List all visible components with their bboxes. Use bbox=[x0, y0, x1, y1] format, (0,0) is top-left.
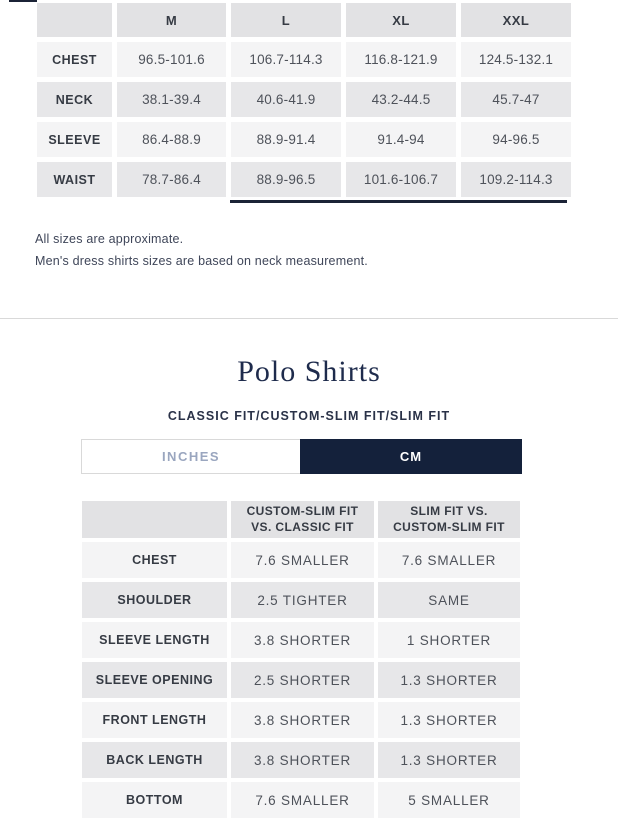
section-divider bbox=[0, 318, 618, 319]
column-header-slim-vs-custom-slim bbox=[378, 501, 520, 538]
row-label-front-length: FRONT LENGTH bbox=[82, 702, 227, 738]
row-label-bottom: BOTTOM bbox=[82, 782, 227, 818]
table-cell: 86.4-88.9 bbox=[117, 122, 226, 157]
row-label-sleeve-opening: SLEEVE OPENING bbox=[82, 662, 227, 698]
table-cell: 7.6 SMALLER bbox=[231, 542, 374, 578]
cropped-tab-underline bbox=[9, 0, 37, 2]
column-header-xxl: XXL bbox=[461, 3, 571, 37]
table-cell: 91.4-94 bbox=[346, 122, 456, 157]
table-cell: 40.6-41.9 bbox=[231, 82, 341, 117]
table-cell: 124.5-132.1 bbox=[461, 42, 571, 77]
column-header-xl: XL bbox=[346, 3, 456, 37]
table-cell: 38.1-39.4 bbox=[117, 82, 226, 117]
table-corner-cell bbox=[82, 501, 227, 538]
table-cell: 45.7-47 bbox=[461, 82, 571, 117]
table-cell: 96.5-101.6 bbox=[117, 42, 226, 77]
table-cell: 88.9-91.4 bbox=[231, 122, 341, 157]
table-cell: 5 SMALLER bbox=[378, 782, 520, 818]
measurements-table bbox=[37, 3, 571, 197]
table-cell: 2.5 SHORTER bbox=[231, 662, 374, 698]
column-header-custom-slim-vs-classic bbox=[231, 501, 374, 538]
table-corner-cell bbox=[37, 3, 112, 37]
table-cell: 78.7-86.4 bbox=[117, 162, 226, 197]
table-cell: 1.3 SHORTER bbox=[378, 702, 520, 738]
table-cell: 106.7-114.3 bbox=[231, 42, 341, 77]
table-cell: 1.3 SHORTER bbox=[378, 742, 520, 778]
fit-comparison-table bbox=[82, 501, 520, 818]
table-cell: 3.8 SHORTER bbox=[231, 702, 374, 738]
row-label-shoulder: SHOULDER bbox=[82, 582, 227, 618]
table-cell: 43.2-44.5 bbox=[346, 82, 456, 117]
table-cell: 94-96.5 bbox=[461, 122, 571, 157]
unit-toggle bbox=[81, 439, 522, 474]
table-cell: 116.8-121.9 bbox=[346, 42, 456, 77]
table-cell: 101.6-106.7 bbox=[346, 162, 456, 197]
table-cell: 3.8 SHORTER bbox=[231, 742, 374, 778]
row-label-sleeve-length: SLEEVE LENGTH bbox=[82, 622, 227, 658]
header-line: VS. CLASSIC FIT bbox=[251, 519, 354, 534]
section-title: Polo Shirts bbox=[237, 355, 381, 388]
table-scrollbar-thumb[interactable] bbox=[230, 200, 567, 203]
row-label-chest: CHEST bbox=[37, 42, 112, 77]
inches-toggle-button[interactable]: INCHES bbox=[82, 440, 300, 473]
size-notes bbox=[35, 233, 368, 277]
header-line: SLIM FIT VS. bbox=[410, 503, 488, 518]
table-cell: 1.3 SHORTER bbox=[378, 662, 520, 698]
note-neck-measurement: Men's dress shirts sizes are based on neck measurement. bbox=[35, 253, 368, 268]
row-label-waist: WAIST bbox=[37, 162, 112, 197]
header-line: CUSTOM-SLIM FIT bbox=[393, 519, 505, 534]
column-header-m: M bbox=[117, 3, 226, 37]
row-label-chest: CHEST bbox=[82, 542, 227, 578]
section-subtitle: CLASSIC FIT/CUSTOM-SLIM FIT/SLIM FIT bbox=[167, 409, 451, 423]
table-cell: SAME bbox=[378, 582, 520, 618]
row-label-back-length: BACK LENGTH bbox=[82, 742, 227, 778]
table-cell: 1 SHORTER bbox=[378, 622, 520, 658]
table-cell: 3.8 SHORTER bbox=[231, 622, 374, 658]
table-cell: 7.6 SMALLER bbox=[231, 782, 374, 818]
row-label-neck: NECK bbox=[37, 82, 112, 117]
cm-toggle-button[interactable]: CM bbox=[300, 439, 522, 474]
table-cell: 7.6 SMALLER bbox=[378, 542, 520, 578]
table-cell: 2.5 TIGHTER bbox=[231, 582, 374, 618]
column-header-l: L bbox=[231, 3, 341, 37]
row-label-sleeve: SLEEVE bbox=[37, 122, 112, 157]
header-line: CUSTOM-SLIM FIT bbox=[246, 503, 359, 518]
table-cell: 109.2-114.3 bbox=[461, 162, 571, 197]
table-cell: 88.9-96.5 bbox=[231, 162, 341, 197]
note-approximate: All sizes are approximate. bbox=[35, 232, 184, 246]
